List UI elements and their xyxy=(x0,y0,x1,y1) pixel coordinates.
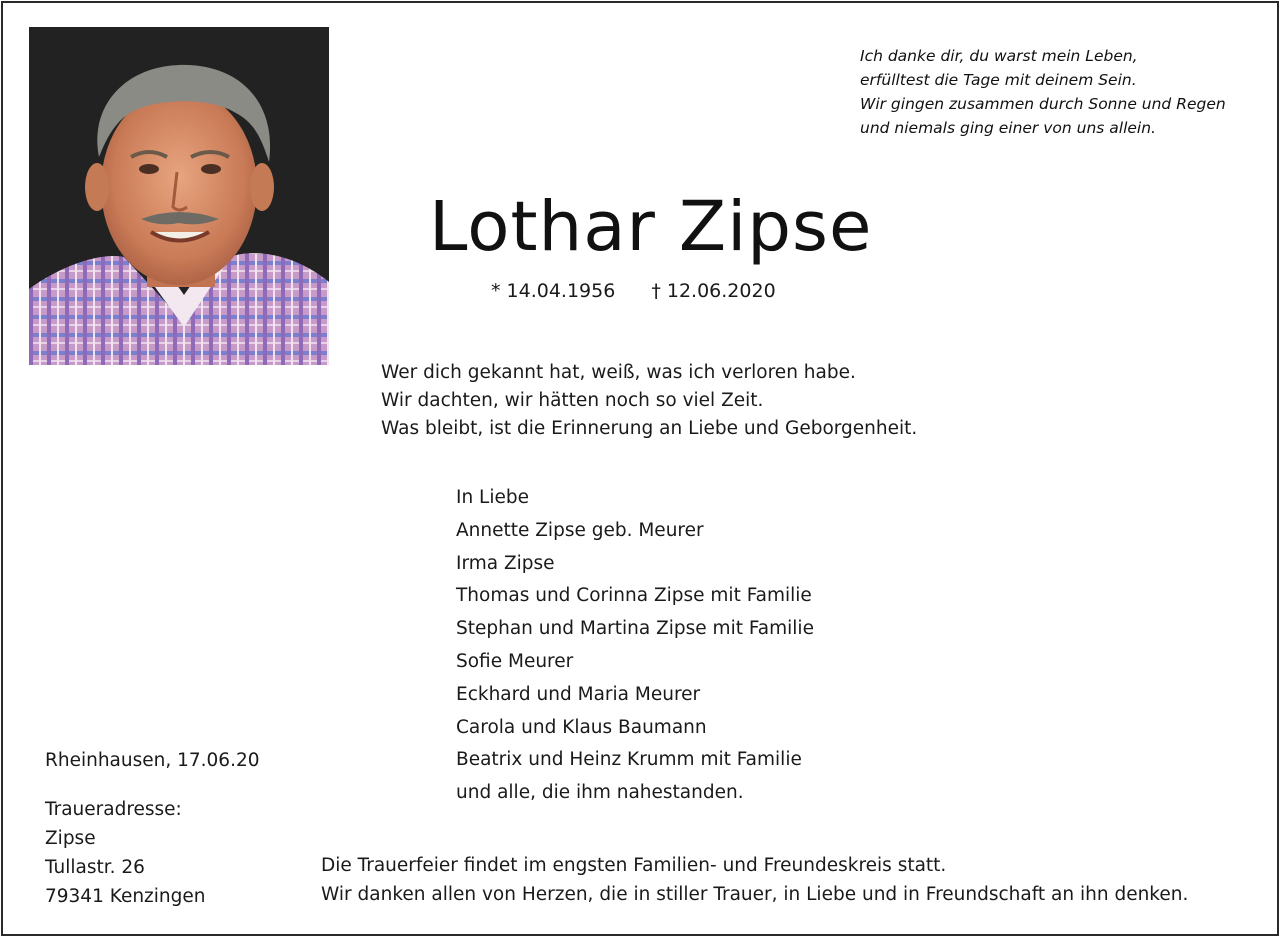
address-line: Traueradresse: xyxy=(45,799,182,820)
poem-line: Wir gingen zusammen durch Sonne und Regen xyxy=(860,95,1226,113)
mourner-line: Beatrix und Heinz Krumm mit Familie xyxy=(456,749,802,771)
mourner-line: Eckhard und Maria Meurer xyxy=(456,683,701,705)
quote-line: Wer dich gekannt hat, weiß, was ich verloren habe. xyxy=(381,362,856,383)
life-dates xyxy=(491,276,776,306)
mourner-line: Stephan und Martina Zipse mit Familie xyxy=(456,618,814,640)
address-line: Tullastr. 26 xyxy=(45,857,145,878)
poem-line: Ich danke dir, du warst mein Leben, xyxy=(860,47,1138,65)
mourning-address xyxy=(45,795,205,911)
obituary-card xyxy=(1,1,1279,936)
closing-line: Wir danken allen von Herzen, die in stiller Trauer, in Liebe und in Freundschaft an ihn denken. xyxy=(321,884,1189,905)
deceased-name: Lothar Zipse xyxy=(429,187,873,267)
quote-line: Was bleibt, ist die Erinnerung an Liebe und Geborgenheit. xyxy=(381,418,918,439)
mourners-list xyxy=(456,482,814,810)
address-line: 79341 Kenzingen xyxy=(45,886,206,907)
portrait-photo xyxy=(29,27,329,365)
death-date: † 12.06.2020 xyxy=(651,280,776,302)
quote-line: Wir dachten, wir hätten noch so viel Zeit. xyxy=(381,390,764,411)
mourner-line: Annette Zipse geb. Meurer xyxy=(456,519,704,541)
address-line: Zipse xyxy=(45,828,96,849)
mourner-line: Irma Zipse xyxy=(456,552,555,574)
mourner-line: Thomas und Corinna Zipse mit Familie xyxy=(456,585,812,607)
birth-date: * 14.04.1956 xyxy=(491,280,616,302)
memorial-quote xyxy=(381,359,917,443)
poem-line: und niemals ging einer von uns allein. xyxy=(860,119,1156,137)
closing-notice xyxy=(321,851,1188,909)
memorial-poem xyxy=(860,44,1226,140)
closing-line: Die Trauerfeier findet im engsten Familien- und Freundeskreis statt. xyxy=(321,855,947,876)
mourner-line: In Liebe xyxy=(456,487,530,508)
portrait-icon xyxy=(29,27,329,365)
mourner-line: Sofie Meurer xyxy=(456,650,574,672)
poem-line: erfülltest die Tage mit deinem Sein. xyxy=(860,71,1137,89)
mourner-line: Carola und Klaus Baumann xyxy=(456,716,707,738)
place-and-date: Rheinhausen, 17.06.20 xyxy=(45,750,260,771)
mourner-line: und alle, die ihm nahestanden. xyxy=(456,782,744,804)
